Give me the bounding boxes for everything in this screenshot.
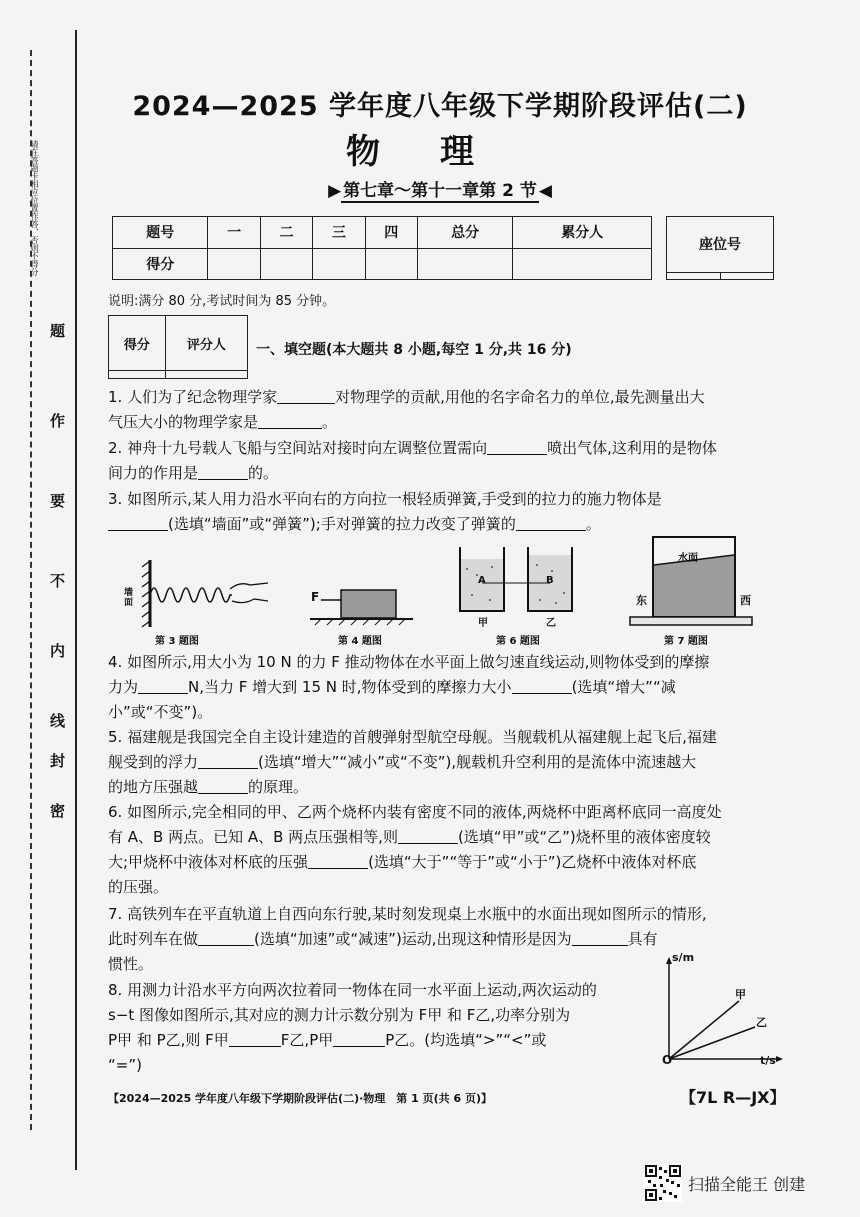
q1-text: 。 bbox=[322, 413, 338, 431]
figure-4-block bbox=[305, 580, 415, 630]
answer-blank[interactable] bbox=[108, 514, 168, 531]
q7-text: 7. 高铁列车在平直轨道上自西向东行驶,某时刻发现桌上水瓶中的水面出现如图所示的情形, bbox=[108, 905, 707, 923]
seat-label: 座位号 bbox=[667, 217, 774, 273]
score-header-cell: 累分人 bbox=[513, 217, 652, 249]
q6-text: (选填“甲”或“乙”)烧杯里的液体密度较 bbox=[457, 828, 711, 846]
arrow-left-icon: ◀ bbox=[538, 181, 552, 201]
wall-label: 墙面 bbox=[124, 588, 134, 608]
answer-blank[interactable] bbox=[138, 677, 188, 694]
q5-text: 的原理。 bbox=[248, 778, 309, 796]
seal-word: 题 bbox=[50, 322, 66, 340]
q1-text: 1. 人们为了纪念物理学家 bbox=[108, 388, 278, 406]
figure-6-beakers bbox=[452, 545, 582, 615]
answer-blank[interactable] bbox=[572, 929, 628, 946]
question-3 bbox=[108, 487, 788, 537]
score-table bbox=[112, 216, 652, 280]
beaker-jia-label: 甲 bbox=[478, 618, 488, 629]
answer-blank[interactable] bbox=[258, 412, 322, 429]
question-4 bbox=[108, 650, 788, 725]
binding-margin bbox=[0, 20, 80, 1170]
answer-blank[interactable] bbox=[333, 1030, 385, 1047]
qr-code-icon bbox=[644, 1164, 682, 1202]
exam-code: 【7L R—JX】 bbox=[680, 1088, 786, 1107]
x-arrow-icon bbox=[776, 1056, 783, 1062]
figure-4-caption: 第 4 题图 bbox=[338, 636, 382, 647]
question-2 bbox=[108, 436, 788, 486]
q4-text: (选填“增大”“减 bbox=[571, 678, 676, 696]
q4-text: N,当力 F 增大到 15 N 时,物体受到的摩擦力大小 bbox=[188, 678, 512, 696]
west-label: 西 bbox=[740, 594, 751, 607]
score-value-row bbox=[113, 248, 652, 280]
q6-text: 6. 如图所示,完全相同的甲、乙两个烧杯内装有密度不同的液体,两烧杯中距离杯底同一高度处 bbox=[108, 803, 722, 821]
q7-text: (选填“加速”或“减速”)运动,出现这种情形是因为 bbox=[254, 930, 572, 948]
score-row-label: 得分 bbox=[113, 248, 208, 280]
score-header-cell: 二 bbox=[260, 217, 312, 249]
grader-box bbox=[108, 315, 248, 379]
point-b-label: B bbox=[546, 575, 554, 586]
origin-label: O bbox=[662, 1053, 673, 1067]
line-yi-label: 乙 bbox=[756, 1016, 767, 1029]
force-label: F bbox=[311, 590, 320, 604]
q7-text: 惯性。 bbox=[108, 955, 154, 973]
score-header-row bbox=[113, 217, 652, 249]
score-header-cell: 四 bbox=[365, 217, 417, 249]
grader-score-label: 得分 bbox=[109, 316, 166, 371]
question-5 bbox=[108, 725, 788, 800]
q4-text: 4. 如图所示,用大小为 10 N 的力 F 推动物体在水平面上做匀速直线运动,则物体受到的摩擦 bbox=[108, 653, 710, 671]
grader-name-cell[interactable] bbox=[165, 371, 247, 379]
answer-blank[interactable] bbox=[198, 929, 254, 946]
seal-word: 封 bbox=[50, 752, 66, 770]
answer-blank[interactable] bbox=[487, 438, 547, 455]
grader-score-cell[interactable] bbox=[109, 371, 166, 379]
seal-word: 要 bbox=[50, 492, 66, 510]
q2-text: 的。 bbox=[248, 464, 279, 482]
q3-text: (选填“墙面”或“弹簧”);手对弹簧的拉力改变了弹簧的 bbox=[168, 515, 516, 533]
seal-word: 线 bbox=[50, 712, 66, 730]
seal-word: 不 bbox=[50, 572, 66, 590]
q3-text: 。 bbox=[585, 515, 601, 533]
subject-title: 物理 bbox=[346, 132, 534, 172]
score-header-cell: 总分 bbox=[417, 217, 512, 249]
q7-text: 此时列车在做 bbox=[108, 930, 199, 948]
scope-text: 第七章～第十一章第 2 节 bbox=[343, 181, 537, 201]
seat-cell[interactable] bbox=[667, 272, 721, 279]
score-cell[interactable] bbox=[313, 248, 365, 280]
spring-coil bbox=[150, 588, 232, 602]
table-top bbox=[630, 617, 752, 625]
section-heading: 一、填空题(本大题共 8 小题,每空 1 分,共 16 分) bbox=[256, 342, 572, 358]
q6-text: (选填“大于”“等于”或“小于”)乙烧杯中液体对杯底 bbox=[368, 853, 697, 871]
binding-line bbox=[75, 30, 77, 1170]
q8-text: s−t 图像如图所示,其对应的测力计示数分别为 F甲 和 F乙,功率分别为 bbox=[108, 1006, 571, 1024]
q4-text: 力为 bbox=[108, 678, 139, 696]
q5-text: 5. 福建舰是我国完全自主设计建造的首艘弹射型航空母舰。当舰载机从福建舰上起飞后,福建 bbox=[108, 728, 717, 746]
figure-3-spring bbox=[120, 555, 270, 630]
beaker-yi-label: 乙 bbox=[546, 618, 556, 629]
question-6 bbox=[108, 800, 788, 900]
scanner-label: 扫描全能王 创建 bbox=[688, 1174, 806, 1194]
answer-blank[interactable] bbox=[512, 677, 572, 694]
exam-explanation: 说明:满分 80 分,考试时间为 85 分钟。 bbox=[108, 294, 336, 309]
answer-blank[interactable] bbox=[398, 827, 458, 844]
seat-table bbox=[666, 216, 774, 280]
answer-blank[interactable] bbox=[198, 463, 248, 480]
grader-name-label: 评分人 bbox=[165, 316, 247, 371]
chapter-scope bbox=[100, 176, 780, 201]
score-cell[interactable] bbox=[208, 248, 260, 280]
y-axis-label: s/m bbox=[672, 951, 695, 964]
figure-6-caption: 第 6 题图 bbox=[496, 636, 540, 647]
point-a-label: A bbox=[478, 575, 486, 586]
score-cell[interactable] bbox=[365, 248, 417, 280]
q5-text: 舰受到的浮力 bbox=[108, 753, 199, 771]
q1-text: 气压大小的物理学家是 bbox=[108, 413, 259, 431]
score-cell[interactable] bbox=[260, 248, 312, 280]
hand-icon bbox=[230, 583, 268, 603]
q7-text: 具有 bbox=[627, 930, 658, 948]
answer-blank[interactable] bbox=[229, 1030, 281, 1047]
scanner-watermark bbox=[644, 1163, 805, 1203]
line-jia bbox=[669, 1001, 739, 1059]
q2-text: 2. 神舟十九号载人飞船与空间站对接时向左调整位置需向 bbox=[108, 439, 488, 457]
answer-blank[interactable] bbox=[516, 514, 586, 531]
seal-word: 作 bbox=[50, 412, 66, 430]
q3-text: 3. 如图所示,某人用力沿水平向右的方向拉一根轻质弹簧,手受到的拉力的施力物体是 bbox=[108, 490, 662, 508]
q8-text: 8. 用测力计沿水平方向两次拉着同一物体在同一水平面上运动,两次运动的 bbox=[108, 981, 597, 999]
question-1 bbox=[108, 385, 788, 435]
arrow-right-icon: ▶ bbox=[328, 181, 342, 201]
q8-text: P甲 和 P乙,则 F甲 bbox=[108, 1031, 229, 1049]
answer-blank[interactable] bbox=[308, 852, 368, 869]
q1-text: 对物理学的贡献,用他的名字命名力的单位,最先测量出大 bbox=[335, 388, 705, 406]
score-cell[interactable] bbox=[513, 248, 652, 280]
score-header-cell: 题号 bbox=[113, 217, 208, 249]
water-surface-label: 水面 bbox=[678, 553, 698, 564]
q2-text: 间力的作用是 bbox=[108, 464, 199, 482]
figure-3-caption: 第 3 题图 bbox=[155, 636, 199, 647]
q8-text: P乙。(均选填“>”“<”或 bbox=[385, 1031, 547, 1049]
answer-blank[interactable] bbox=[198, 777, 248, 794]
east-label: 东 bbox=[636, 594, 647, 607]
q8-text: F乙,P甲 bbox=[280, 1031, 334, 1049]
q6-text: 有 A、B 两点。已知 A、B 两点压强相等,则 bbox=[108, 828, 398, 846]
score-header-cell: 三 bbox=[313, 217, 365, 249]
answer-blank[interactable] bbox=[277, 387, 335, 404]
line-yi bbox=[669, 1027, 755, 1059]
q5-text: 的地方压强越 bbox=[108, 778, 199, 796]
exam-title: 2024—2025 学年度八年级下学期阶段评估(二) bbox=[132, 91, 748, 122]
figure-7-caption: 第 7 题图 bbox=[664, 636, 708, 647]
q6-text: 大;甲烧杯中液体对杯底的压强 bbox=[108, 853, 309, 871]
seal-word: 内 bbox=[50, 642, 66, 660]
x-axis-label: t/s bbox=[760, 1054, 776, 1067]
binding-note: 请在答题卡相应位置作答，否则不得分 bbox=[30, 140, 39, 276]
q2-text: 喷出气体,这利用的是物体 bbox=[547, 439, 717, 457]
q6-text: 的压强。 bbox=[108, 878, 169, 896]
figure-8-graph bbox=[655, 955, 785, 1065]
score-cell[interactable] bbox=[417, 248, 512, 280]
q5-text: (选填“增大”“减小”或“不变”),舰载机升空利用的是流体中流速越大 bbox=[258, 753, 697, 771]
line-jia-label: 甲 bbox=[735, 988, 746, 1001]
q8-text: “=”) bbox=[108, 1056, 142, 1074]
answer-blank[interactable] bbox=[198, 752, 258, 769]
seal-word: 密 bbox=[50, 802, 66, 820]
q4-text: 小”或“不变”)。 bbox=[108, 703, 213, 721]
question-8 bbox=[108, 978, 648, 1078]
block bbox=[341, 590, 396, 618]
seat-cell[interactable] bbox=[720, 272, 774, 279]
page-footer: 【2024—2025 学年度八年级下学期阶段评估(二)·物理 第 1 页(共 6 页)】 bbox=[108, 1092, 492, 1105]
score-header-cell: 一 bbox=[208, 217, 260, 249]
